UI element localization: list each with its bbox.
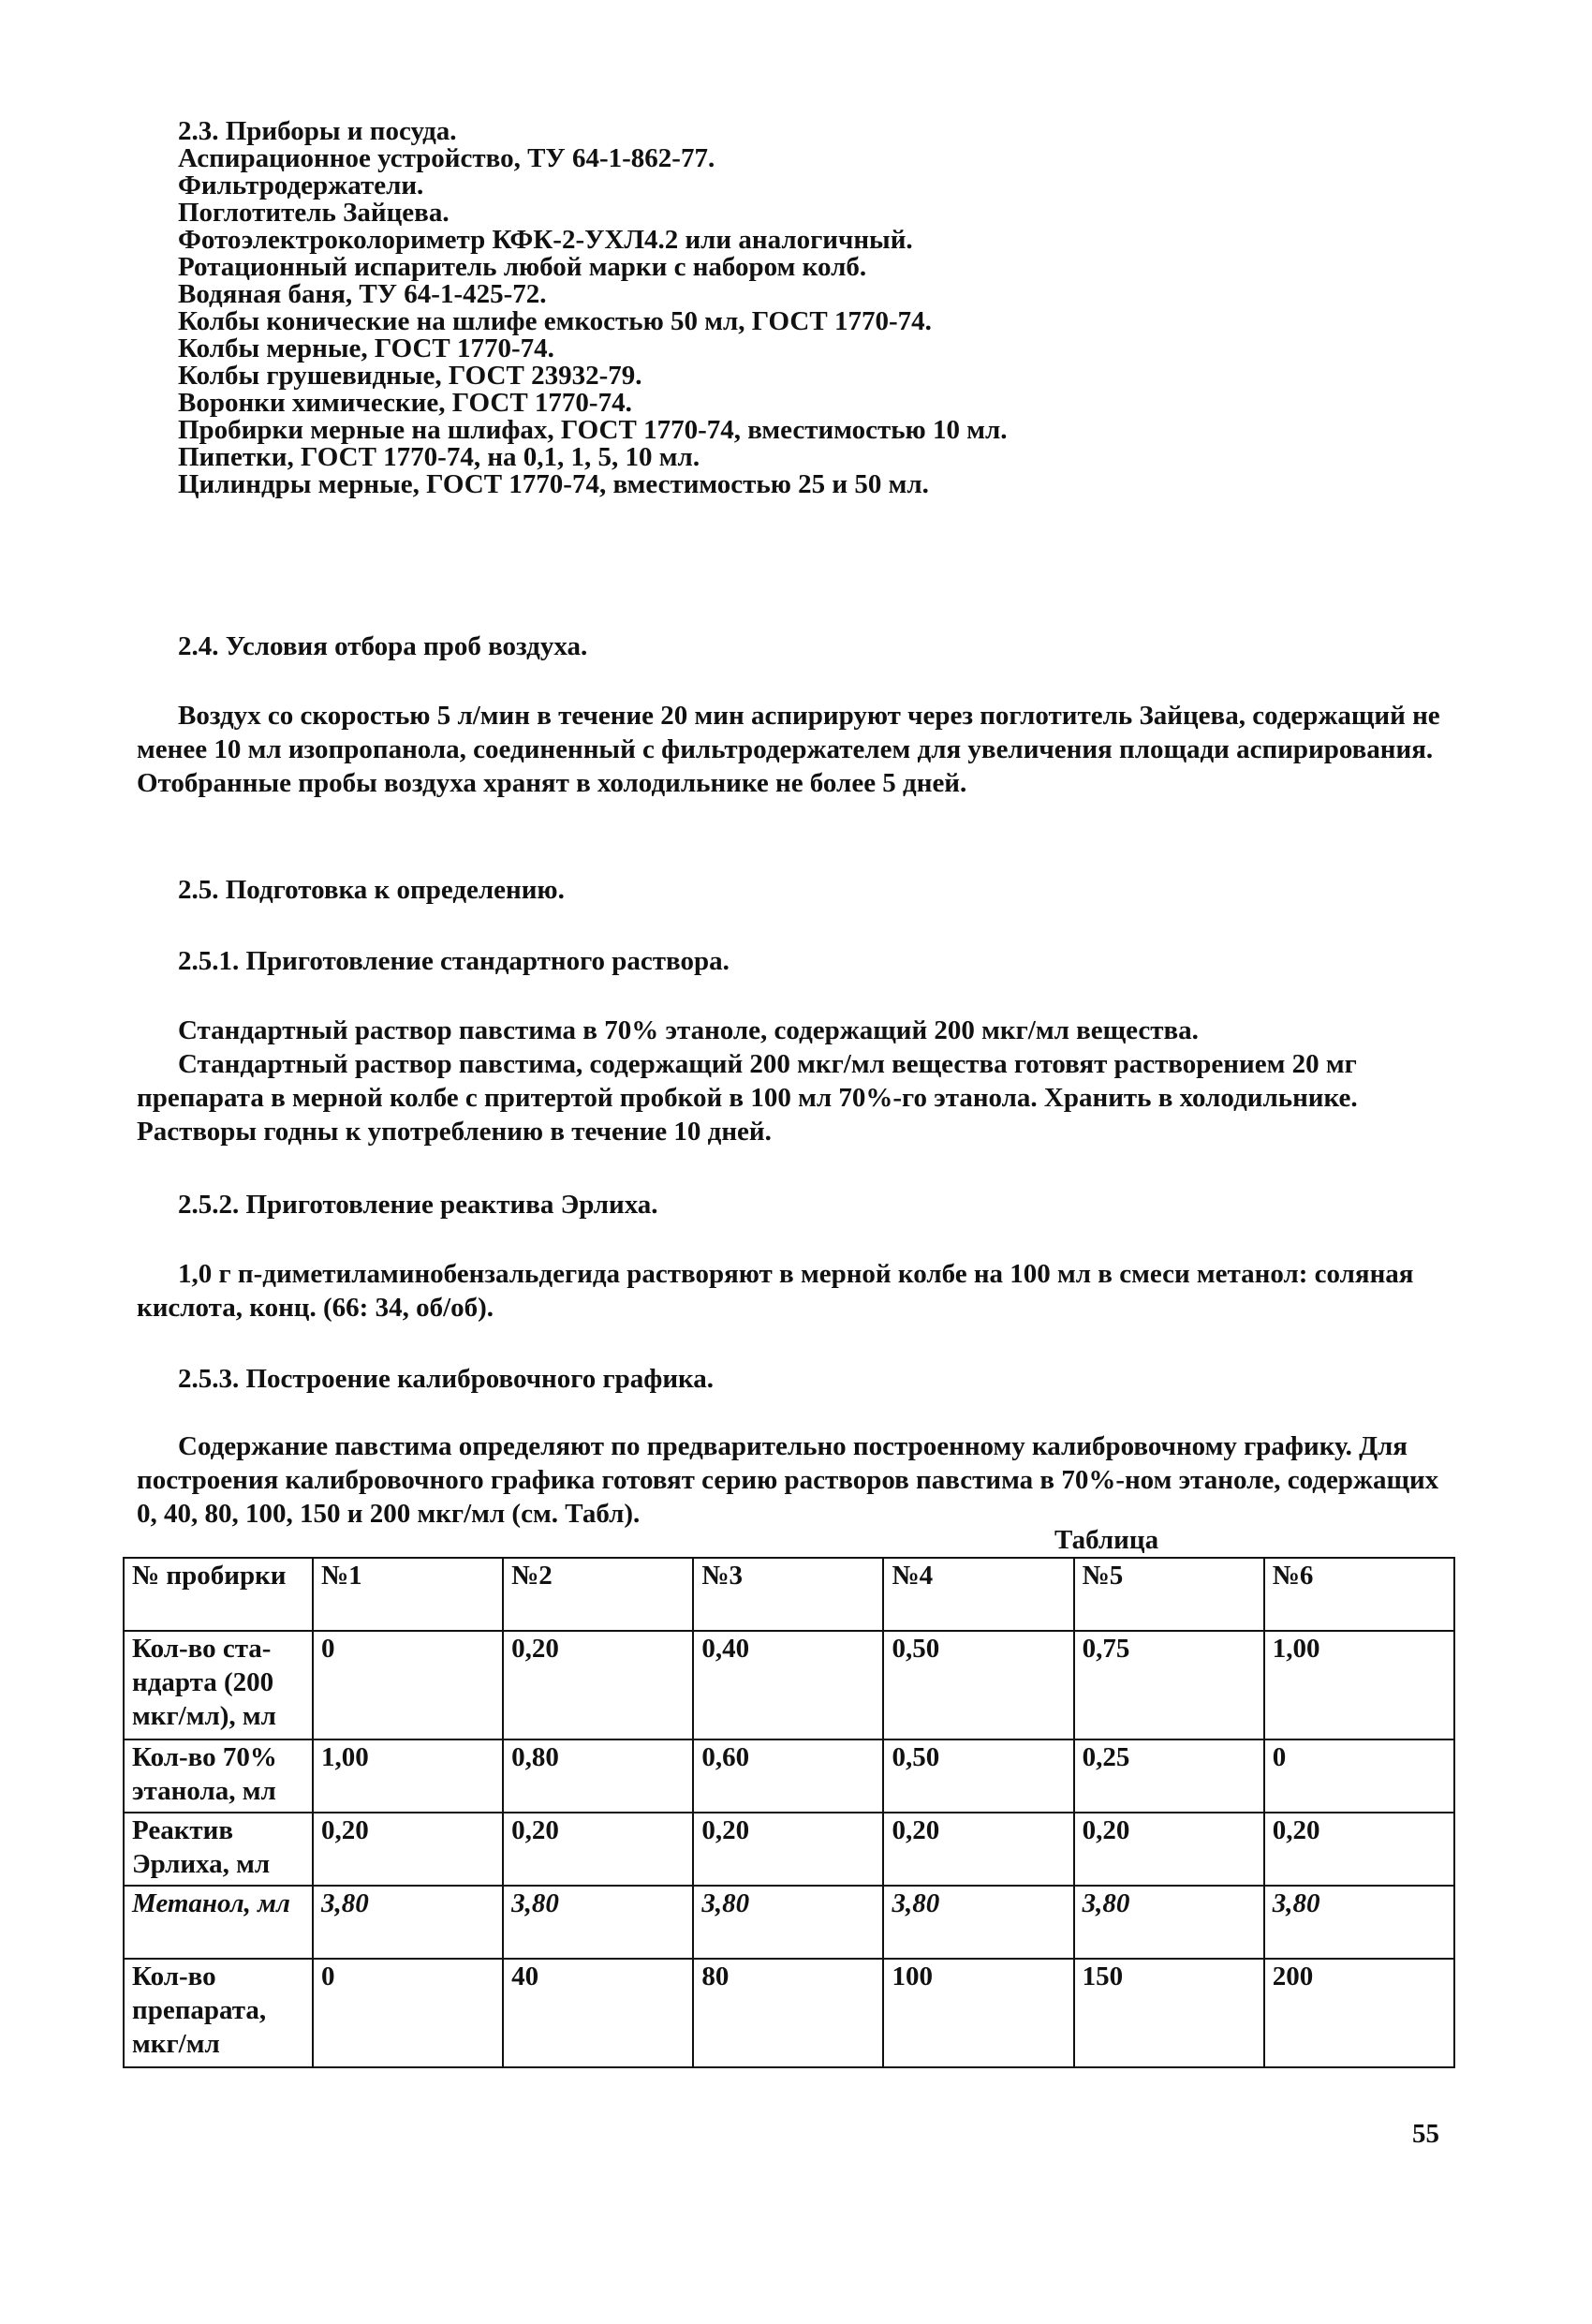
table-cell: 100 <box>883 1959 1073 2067</box>
equipment-section <box>178 118 1489 498</box>
calibration-paragraph: Содержание павстима определяют по предварительно построенному калибровочному графику. Для построения калибровочного графика готовят серию растворов павстима в 70%-ном этаноле, содержащих 0, 40, 80, 100, 150 и 200 мкг/мл (см. Табл). <box>137 1431 1439 1529</box>
table-cell: 3,80 <box>883 1886 1073 1959</box>
table-row-label: Реактив Эрлиха, мл <box>124 1813 313 1886</box>
table-header-cell: №3 <box>693 1558 883 1631</box>
equipment-item: Фотоэлектроколориметр КФК-2-УХЛ4.2 или аналогичный. <box>178 225 913 255</box>
table-cell: 80 <box>693 1959 883 2067</box>
sampling-paragraph: Воздух со скоростью 5 л/мин в течение 20 мин аспирируют через поглотитель Зайцева, содержащий не менее 10 мл изопропанола, соединенный с фильтродержателем для увеличения площади аспирирования. Отобранные пробы воздуха хранят в холодильнике не более 5 дней. <box>137 701 1440 798</box>
equipment-item: Поглотитель Зайцева. <box>178 198 450 228</box>
table-cell: 0,20 <box>313 1813 503 1886</box>
table-header-row <box>124 1558 1454 1631</box>
standard-heading: 2.5.1. Приготовление стандартного раствора. <box>178 946 730 976</box>
calibration-table <box>123 1557 1455 2068</box>
table-row-label: Кол-во ста-ндарта (200 мкг/мл), мл <box>124 1631 313 1739</box>
equipment-item: Аспирационное устройство, ТУ 64-1-862-77. <box>178 143 715 173</box>
standard-heading-block <box>137 944 1448 978</box>
reagent-heading: 2.5.2. Приготовление реактива Эрлиха. <box>178 1190 658 1220</box>
table-header-cell: №6 <box>1264 1558 1454 1631</box>
table-cell: 0,20 <box>503 1631 693 1739</box>
equipment-item: Колбы мерные, ГОСТ 1770-74. <box>178 333 554 363</box>
table-cell: 0 <box>313 1631 503 1739</box>
calibration-paragraph-block <box>137 1429 1448 1531</box>
equipment-item: Ротационный испаритель любой марки с набором колб. <box>178 252 867 282</box>
reagent-paragraph-block <box>137 1257 1448 1325</box>
table-cell: 0,20 <box>883 1813 1073 1886</box>
standard-paragraph-block <box>137 1014 1448 1148</box>
equipment-heading: 2.3. Приборы и посуда. <box>178 116 457 146</box>
table-cell: 0,80 <box>503 1739 693 1813</box>
equipment-item: Фильтродержатели. <box>178 170 424 200</box>
table-cell: 40 <box>503 1959 693 2067</box>
table-cell: 1,00 <box>1264 1631 1454 1739</box>
reagent-heading-block <box>137 1188 1448 1221</box>
table-header-cell: №2 <box>503 1558 693 1631</box>
table-row-label: Метанол, мл <box>124 1886 313 1959</box>
table-header-cell: №5 <box>1074 1558 1264 1631</box>
equipment-item: Пробирки мерные на шлифах, ГОСТ 1770-74, вместимостью 10 мл. <box>178 415 1008 445</box>
sampling-heading: 2.4. Условия отбора проб воздуха. <box>178 631 588 661</box>
equipment-item: Воронки химические, ГОСТ 1770-74. <box>178 388 632 418</box>
table-cell: 0 <box>1264 1739 1454 1813</box>
table-cell: 0,50 <box>883 1631 1073 1739</box>
table-cell: 0,60 <box>693 1739 883 1813</box>
calibration-heading-block <box>137 1362 1448 1396</box>
table-caption: Таблица <box>1054 1525 1159 1555</box>
table-cell: 0,20 <box>503 1813 693 1886</box>
calibration-heading: 2.5.3. Построение калибровочного графика. <box>178 1364 715 1394</box>
sampling-paragraph-block <box>137 699 1448 800</box>
table-cell: 150 <box>1074 1959 1264 2067</box>
standard-line-1: Стандартный раствор павстима в 70% этаноле, содержащий 200 мкг/мл вещества. <box>178 1015 1199 1045</box>
table-cell: 0,25 <box>1074 1739 1264 1813</box>
equipment-item: Колбы грушевидные, ГОСТ 23932-79. <box>178 361 642 391</box>
table-cell: 1,00 <box>313 1739 503 1813</box>
page-number: 55 <box>1412 2119 1439 2149</box>
table-header-cell: № пробирки <box>124 1558 313 1631</box>
table-cell: 0,50 <box>883 1739 1073 1813</box>
table-cell: 0,20 <box>1074 1813 1264 1886</box>
table-row <box>124 1886 1454 1959</box>
equipment-item: Колбы конические на шлифе емкостью 50 мл, ГОСТ 1770-74. <box>178 306 932 336</box>
table-header-cell: №4 <box>883 1558 1073 1631</box>
preparation-heading: 2.5. Подготовка к определению. <box>178 875 565 905</box>
table-cell: 0,75 <box>1074 1631 1264 1739</box>
table-cell: 3,80 <box>1074 1886 1264 1959</box>
equipment-item: Пипетки, ГОСТ 1770-74, на 0,1, 1, 5, 10 мл. <box>178 442 700 472</box>
table-header-cell: №1 <box>313 1558 503 1631</box>
standard-line-2: Стандартный раствор павстима, содержащий 200 мкг/мл вещества готовят растворением 20 мг препарата в мерной колбе с притертой пробкой в 100 мл 70%-го этанола. Хранить в холодильнике. Растворы годны к употреблению в течение 10 дней. <box>137 1049 1358 1147</box>
sampling-heading-block <box>137 629 1448 663</box>
reagent-paragraph: 1,0 г п-диметиламинобензальдегида растворяют в мерной колбе на 100 мл в смеси метанол: соляная кислота, конц. (66: 34, об/об). <box>137 1259 1414 1323</box>
table-cell: 0 <box>313 1959 503 2067</box>
table-cell: 3,80 <box>693 1886 883 1959</box>
table-cell: 3,80 <box>503 1886 693 1959</box>
table-cell: 0,20 <box>1264 1813 1454 1886</box>
table-row-label: Кол-во препарата, мкг/мл <box>124 1959 313 2067</box>
table-row <box>124 1631 1454 1739</box>
equipment-item: Цилиндры мерные, ГОСТ 1770-74, вместимостью 25 и 50 мл. <box>178 469 929 499</box>
preparation-heading-block <box>137 873 1448 907</box>
table-cell: 3,80 <box>1264 1886 1454 1959</box>
table-row <box>124 1739 1454 1813</box>
table-row-label: Кол-во 70% этанола, мл <box>124 1739 313 1813</box>
equipment-item: Водяная баня, ТУ 64-1-425-72. <box>178 279 547 309</box>
table-cell: 0,20 <box>693 1813 883 1886</box>
table-cell: 200 <box>1264 1959 1454 2067</box>
table-row <box>124 1959 1454 2067</box>
table-row <box>124 1813 1454 1886</box>
table-cell: 0,40 <box>693 1631 883 1739</box>
table-cell: 3,80 <box>313 1886 503 1959</box>
